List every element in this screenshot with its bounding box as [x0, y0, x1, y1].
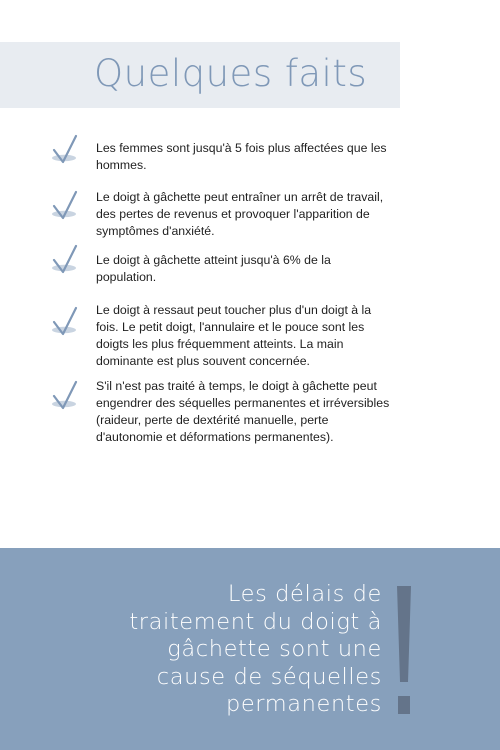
fact-text: Le doigt à gâchette atteint jusqu'à 6% de la population. — [96, 253, 331, 284]
callout-text: Les délais de traitement du doigt à gâchette sont une cause de séquelles permanentes — [129, 581, 382, 717]
fact-text: Le doigt à gâchette peut entraîner un arrêt de travail, des pertes de revenus et provoquer l'apparition de symptômes d'anxiété. — [96, 190, 384, 238]
fact-text: S'il n'est pas traité à temps, le doigt à gâchette peut engendrer des séquelles permanentes et irréversibles (raideur, perte de dextérité manuelle, perte d'autonomie et déformations permanentes). — [96, 379, 390, 444]
checkmark-icon — [44, 378, 86, 418]
checkmark-icon — [44, 242, 86, 282]
exclamation-icon — [396, 586, 412, 716]
fact-text: Les femmes sont jusqu'à 5 fois plus affectées que les hommes. — [96, 141, 387, 172]
fact-text: Le doigt à ressaut peut toucher plus d'un doigt à la fois. Le petit doigt, l'annulaire et le pouce sont les doigts les plus fréquemment atteints. La main dominante est plus souvent concernée. — [96, 303, 372, 368]
checkmark-icon — [44, 132, 86, 172]
checkmark-icon — [44, 304, 86, 344]
checkmark-icon — [44, 188, 86, 228]
page-title: Quelques faits — [94, 52, 368, 95]
